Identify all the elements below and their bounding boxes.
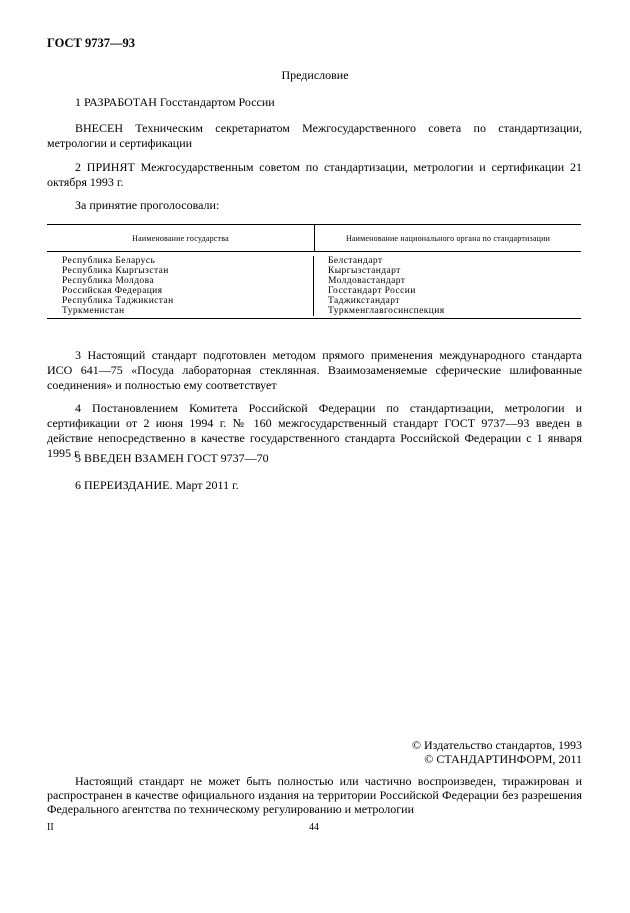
paragraph-adopted: 2 ПРИНЯТ Межгосударственным советом по стандартизации, метрологии и сертификации 21 октября 1993 г. xyxy=(47,160,582,189)
table-cell-body: Молдовастандарт xyxy=(328,276,406,286)
paragraph-introduced: ВНЕСЕН Техническим секретариатом Межгосударственного совета по стандартизации, метрологии и сертификации xyxy=(47,121,582,150)
table-body xyxy=(47,252,581,318)
table-cell-body: Таджикстандарт xyxy=(328,296,400,306)
page-title: Предисловие xyxy=(281,68,349,82)
header-state: Наименование государства xyxy=(47,225,315,251)
paragraph-resolution: 4 Постановлением Комитета Российской Федерации по стандартизации, метрологии и сертификации от 2 июня 1994 г. № 160 межгосударственный стандарт ГОСТ 9737—93 введен в действие непосредственно в качестве государственного стандарта Российской Федерации с 1 января 1995 г. xyxy=(47,401,582,460)
voting-table xyxy=(47,224,581,319)
table-cell-state: Республика Кыргызстан xyxy=(62,266,169,276)
paragraph-reissue: 6 ПЕРЕИЗДАНИЕ. Март 2011 г. xyxy=(75,478,239,492)
paragraph-developed: 1 РАЗРАБОТАН Госстандартом России xyxy=(75,95,275,109)
paragraph-replaced: 5 ВВЕДЕН ВЗАМЕН ГОСТ 9737—70 xyxy=(75,451,269,465)
table-cell-body: Кыргызстандарт xyxy=(328,266,401,276)
column-national-bodies xyxy=(314,256,581,316)
column-states xyxy=(47,256,314,316)
roman-page-number: II xyxy=(47,822,54,833)
table-cell-state: Республика Беларусь xyxy=(62,256,156,266)
table-cell-body: Белстандарт xyxy=(328,256,383,266)
document-code: ГОСТ 9737—93 xyxy=(47,36,136,50)
header-national-body: Наименование национального органа по стандартизации xyxy=(345,233,551,243)
table-cell-state: Туркменистан xyxy=(62,306,125,316)
copyright-publisher: © Издательство стандартов, 1993 xyxy=(411,738,582,752)
reproduction-notice: Настоящий стандарт не может быть полностью или частично воспроизведен, тиражирован и распространен в качестве официального издания на территории Российской Федерации без разрешения Федерального агентства по техническому регулированию и метрологии xyxy=(47,774,582,816)
page-number: 44 xyxy=(309,822,319,833)
table-cell-state: Российская Федерация xyxy=(62,286,163,296)
table-cell-body: Госстандарт России xyxy=(328,286,416,296)
copyright-standartinform: © СТАНДАРТИНФОРМ, 2011 xyxy=(424,752,582,766)
paragraph-prepared: 3 Настоящий стандарт подготовлен методом прямого применения международного стандарта ИСО 641—75 «Посуда лабораторная стеклянная. Взаимозаменяемые сферические шлифованные соединения» и полностью ему соответствует xyxy=(47,348,582,392)
table-cell-state: Республика Таджикистан xyxy=(62,296,174,306)
paragraph-voted: За принятие проголосовали: xyxy=(75,198,220,212)
table-cell-state: Республика Молдова xyxy=(62,276,154,286)
table-header xyxy=(47,225,581,252)
table-cell-body: Туркменглавгосинспекция xyxy=(328,306,445,316)
